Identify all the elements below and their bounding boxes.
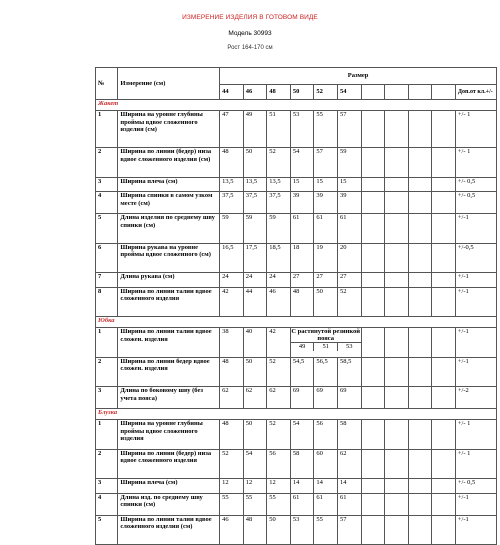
empty-cell — [361, 287, 385, 317]
size-value: 57 — [314, 148, 338, 178]
row-number: 2 — [96, 148, 118, 178]
empty-cell — [361, 148, 385, 178]
empty-cell — [385, 493, 409, 515]
size-header-46: 46 — [243, 85, 267, 100]
empty-cell — [432, 148, 456, 178]
tolerance-value: +/- 0,5 — [455, 192, 496, 214]
empty-cell — [408, 287, 432, 317]
size-value: 69 — [290, 387, 314, 409]
document-title: ИЗМЕРЕНИЕ ИЗДЕЛИЯ В ГОТОВОМ ВИДЕ — [182, 14, 318, 21]
row-number: 8 — [96, 287, 118, 317]
table-row — [96, 192, 497, 214]
row-number: 7 — [96, 273, 118, 288]
empty-cell — [361, 479, 385, 494]
tolerance-value: +/- 0,5 — [455, 479, 496, 494]
table-row — [96, 479, 497, 494]
tolerance-value: +/-1 — [455, 357, 496, 387]
empty-cell — [432, 328, 456, 358]
col-header-number: № — [96, 68, 118, 100]
empty-cell — [361, 357, 385, 387]
size-value: 19 — [314, 243, 338, 273]
size-value: 59 — [243, 214, 267, 244]
empty-header-cell — [408, 85, 432, 100]
size-value: 50 — [243, 357, 267, 387]
tolerance-value: +/-0,5 — [455, 243, 496, 273]
empty-cell — [432, 387, 456, 409]
size-value: 59 — [220, 214, 244, 244]
size-value: 47 — [220, 111, 244, 148]
size-value: 52 — [338, 287, 362, 317]
size-value: 39 — [290, 192, 314, 214]
empty-cell — [432, 493, 456, 515]
size-value: 48 — [243, 515, 267, 545]
empty-cell — [361, 420, 385, 450]
size-value: 48 — [290, 287, 314, 317]
size-value: 14 — [338, 479, 362, 494]
size-value: 12 — [243, 479, 267, 494]
empty-cell — [385, 479, 409, 494]
measurement-name: Ширина на уровне глубины проймы вдвое сложенного изделия — [118, 420, 220, 450]
stretched-waist-value: 49 — [291, 343, 315, 351]
empty-cell — [385, 357, 409, 387]
empty-cell — [385, 111, 409, 148]
table-row — [96, 515, 497, 545]
row-number: 4 — [96, 493, 118, 515]
size-value: 62 — [267, 387, 291, 409]
size-value: 61 — [290, 493, 314, 515]
tolerance-value: +/-1 — [455, 328, 496, 358]
size-value: 56,5 — [314, 357, 338, 387]
size-value: 48 — [220, 148, 244, 178]
size-value: 60 — [314, 449, 338, 479]
size-value: 12 — [220, 479, 244, 494]
size-value: 58 — [290, 449, 314, 479]
measurement-name: Ширина на уровне глубины проймы вдвое сложенного изделия (см) — [118, 111, 220, 148]
measurement-name: Ширина плеча (см) — [118, 479, 220, 494]
empty-cell — [432, 287, 456, 317]
measurement-name: Ширина спинки в самом узком месте (см) — [118, 192, 220, 214]
size-value: 37,5 — [243, 192, 267, 214]
empty-cell — [361, 328, 385, 358]
size-value: 18 — [290, 243, 314, 273]
empty-cell — [385, 449, 409, 479]
empty-cell — [361, 449, 385, 479]
size-value: 37,5 — [267, 192, 291, 214]
empty-cell — [361, 493, 385, 515]
size-value: 48 — [220, 357, 244, 387]
table-row — [96, 493, 497, 515]
empty-cell — [432, 357, 456, 387]
size-value: 57 — [338, 111, 362, 148]
size-header-44: 44 — [220, 85, 244, 100]
size-value: 14 — [290, 479, 314, 494]
size-value: 56 — [267, 449, 291, 479]
size-value: 50 — [243, 420, 267, 450]
measurement-name: Ширина плеча (см) — [118, 177, 220, 192]
table-row — [96, 387, 497, 409]
size-value: 20 — [338, 243, 362, 273]
empty-cell — [361, 387, 385, 409]
measurement-name: Ширина по линии (бедер) низа вдвое сложенного изделия — [118, 449, 220, 479]
size-value: 52 — [267, 357, 291, 387]
empty-header-cell — [361, 85, 385, 100]
height-range: Рост 164-170 см — [227, 45, 273, 51]
empty-cell — [432, 243, 456, 273]
tolerance-value: +/- 0,5 — [455, 177, 496, 192]
empty-cell — [385, 287, 409, 317]
size-value: 53 — [290, 111, 314, 148]
empty-header-cell — [385, 85, 409, 100]
table-row — [96, 449, 497, 479]
empty-cell — [432, 214, 456, 244]
empty-cell — [385, 328, 409, 358]
size-value: 27 — [338, 273, 362, 288]
empty-cell — [408, 243, 432, 273]
section-title: Жакет — [96, 100, 497, 111]
empty-cell — [385, 243, 409, 273]
size-value: 54 — [290, 420, 314, 450]
size-value: 59 — [338, 148, 362, 178]
empty-cell — [432, 192, 456, 214]
size-header-50: 50 — [290, 85, 314, 100]
size-value: 57 — [338, 515, 362, 545]
table-row — [96, 148, 497, 178]
empty-cell — [432, 479, 456, 494]
size-value: 37,5 — [220, 192, 244, 214]
empty-cell — [385, 192, 409, 214]
size-value: 62 — [338, 449, 362, 479]
empty-cell — [385, 420, 409, 450]
size-value: 15 — [290, 177, 314, 192]
size-header-52: 52 — [314, 85, 338, 100]
empty-cell — [432, 273, 456, 288]
table-row — [96, 328, 497, 358]
row-number: 3 — [96, 177, 118, 192]
size-value: 46 — [267, 287, 291, 317]
size-value: 13,5 — [243, 177, 267, 192]
size-value: 15 — [314, 177, 338, 192]
size-value: 69 — [314, 387, 338, 409]
size-value: 46 — [220, 515, 244, 545]
empty-cell — [385, 387, 409, 409]
size-value: 55 — [314, 111, 338, 148]
measurement-name: Длина по боковому шву (без учета пояса) — [118, 387, 220, 409]
row-number: 6 — [96, 243, 118, 273]
tolerance-value: +/- 1 — [455, 148, 496, 178]
size-value: 52 — [220, 449, 244, 479]
empty-cell — [408, 148, 432, 178]
size-value: 13,5 — [267, 177, 291, 192]
empty-cell — [408, 177, 432, 192]
size-value: 42 — [267, 328, 291, 358]
empty-cell — [385, 214, 409, 244]
empty-cell — [408, 479, 432, 494]
size-value: 27 — [290, 273, 314, 288]
col-header-size: Размер — [220, 68, 497, 85]
size-value: 53 — [290, 515, 314, 545]
size-value: 24 — [243, 273, 267, 288]
size-value: 55 — [314, 515, 338, 545]
size-value: 52 — [267, 420, 291, 450]
empty-cell — [361, 273, 385, 288]
table-row — [96, 111, 497, 148]
measurement-name: Ширина по линии талии вдвое сложенного изделия (см) — [118, 515, 220, 545]
size-value: 38 — [220, 328, 244, 358]
size-value: 69 — [338, 387, 362, 409]
empty-cell — [432, 449, 456, 479]
size-value: 48 — [220, 420, 244, 450]
table-row — [96, 287, 497, 317]
table-row — [96, 243, 497, 273]
size-value: 55 — [243, 493, 267, 515]
size-value: 54 — [290, 148, 314, 178]
size-value: 61 — [290, 214, 314, 244]
empty-cell — [432, 177, 456, 192]
measurement-name: Ширина по линии талии вдвое сложен. изделия — [118, 328, 220, 358]
section-row — [96, 409, 497, 420]
size-value: 42 — [220, 287, 244, 317]
tolerance-value: +/-1 — [455, 273, 496, 288]
size-value: 58 — [338, 420, 362, 450]
measurement-name: Ширина рукава на уровне проймы вдвое сложенного (см) — [118, 243, 220, 273]
empty-cell — [385, 273, 409, 288]
empty-cell — [408, 449, 432, 479]
table-row — [96, 357, 497, 387]
empty-cell — [408, 192, 432, 214]
size-value: 51 — [267, 111, 291, 148]
empty-header-cell — [432, 85, 456, 100]
size-value: 50 — [243, 148, 267, 178]
empty-cell — [385, 177, 409, 192]
size-value: 62 — [243, 387, 267, 409]
size-value: 61 — [314, 493, 338, 515]
row-number: 2 — [96, 357, 118, 387]
tolerance-value: +/-1 — [455, 287, 496, 317]
table-row — [96, 273, 497, 288]
empty-cell — [361, 111, 385, 148]
size-value: 15 — [338, 177, 362, 192]
size-value: 16,5 — [220, 243, 244, 273]
empty-cell — [408, 111, 432, 148]
row-number: 1 — [96, 328, 118, 358]
size-value: 50 — [314, 287, 338, 317]
section-title: Блузка — [96, 409, 497, 420]
tolerance-value: +/- 1 — [455, 420, 496, 450]
row-number: 2 — [96, 449, 118, 479]
size-value: 52 — [267, 148, 291, 178]
size-value: 50 — [267, 515, 291, 545]
size-value: 17,5 — [243, 243, 267, 273]
size-value: 56 — [314, 420, 338, 450]
row-number: 5 — [96, 214, 118, 244]
empty-cell — [361, 214, 385, 244]
empty-cell — [408, 328, 432, 358]
section-row — [96, 317, 497, 328]
measurement-name: Длина изд. по среднему шву спинки (см) — [118, 493, 220, 515]
tolerance-value: +/-1 — [455, 515, 496, 545]
size-value: 18,5 — [267, 243, 291, 273]
table-row — [96, 214, 497, 244]
row-number: 4 — [96, 192, 118, 214]
empty-cell — [361, 192, 385, 214]
row-number: 3 — [96, 387, 118, 409]
measurement-name: Ширина по линии (бедер) низа вдвое сложенного изделия (см) — [118, 148, 220, 178]
elastic-note-cell — [290, 328, 361, 358]
empty-cell — [432, 111, 456, 148]
size-value: 54 — [243, 449, 267, 479]
size-value: 61 — [314, 214, 338, 244]
elastic-note: С растянутой резинкой пояса — [291, 328, 361, 342]
tolerance-value: +/-1 — [455, 214, 496, 244]
table-row — [96, 177, 497, 192]
size-value: 55 — [220, 493, 244, 515]
size-value: 12 — [267, 479, 291, 494]
size-value: 58,5 — [338, 357, 362, 387]
size-value: 39 — [314, 192, 338, 214]
size-value: 24 — [267, 273, 291, 288]
empty-cell — [408, 420, 432, 450]
stretched-waist-value: 51 — [314, 343, 338, 351]
empty-cell — [385, 148, 409, 178]
size-value: 40 — [243, 328, 267, 358]
size-header-54: 54 — [338, 85, 362, 100]
col-header-tolerance: Доп.от кл.+/- — [455, 85, 496, 100]
tolerance-value: +/- 1 — [455, 449, 496, 479]
tolerance-value: +/-1 — [455, 493, 496, 515]
empty-cell — [432, 420, 456, 450]
size-value: 59 — [267, 214, 291, 244]
table-header-row — [96, 68, 497, 85]
empty-cell — [408, 214, 432, 244]
row-number: 3 — [96, 479, 118, 494]
tolerance-value: +/-2 — [455, 387, 496, 409]
empty-cell — [385, 515, 409, 545]
empty-cell — [408, 493, 432, 515]
size-value: 62 — [220, 387, 244, 409]
size-value: 54,5 — [290, 357, 314, 387]
measurement-name: Длина изделия по среднему шву спинки (см) — [118, 214, 220, 244]
section-title: Юбка — [96, 317, 497, 328]
size-value: 44 — [243, 287, 267, 317]
empty-cell — [361, 515, 385, 545]
size-value: 49 — [243, 111, 267, 148]
empty-cell — [361, 177, 385, 192]
measurement-name: Длина рукава (см) — [118, 273, 220, 288]
size-value: 27 — [314, 273, 338, 288]
size-value: 24 — [220, 273, 244, 288]
size-value: 39 — [338, 192, 362, 214]
col-header-measurement: Измерение (см) — [118, 68, 220, 100]
empty-cell — [408, 273, 432, 288]
empty-cell — [432, 515, 456, 545]
empty-cell — [361, 243, 385, 273]
size-value: 61 — [338, 493, 362, 515]
section-row — [96, 100, 497, 111]
measurement-table — [95, 67, 497, 545]
size-value: 14 — [314, 479, 338, 494]
model-number: Модель 30993 — [228, 30, 272, 37]
empty-cell — [408, 515, 432, 545]
size-value: 55 — [267, 493, 291, 515]
empty-cell — [408, 357, 432, 387]
row-number: 1 — [96, 420, 118, 450]
measurement-name: Ширина по линии бедер вдвое сложен. изделия — [118, 357, 220, 387]
row-number: 5 — [96, 515, 118, 545]
size-value: 13,5 — [220, 177, 244, 192]
measurement-name: Ширина по линии талии вдвое сложенного изделия — [118, 287, 220, 317]
row-number: 1 — [96, 111, 118, 148]
empty-cell — [408, 387, 432, 409]
stretched-waist-value: 53 — [346, 343, 353, 350]
size-value: 61 — [338, 214, 362, 244]
table-row — [96, 420, 497, 450]
tolerance-value: +/- 1 — [455, 111, 496, 148]
size-header-48: 48 — [267, 85, 291, 100]
